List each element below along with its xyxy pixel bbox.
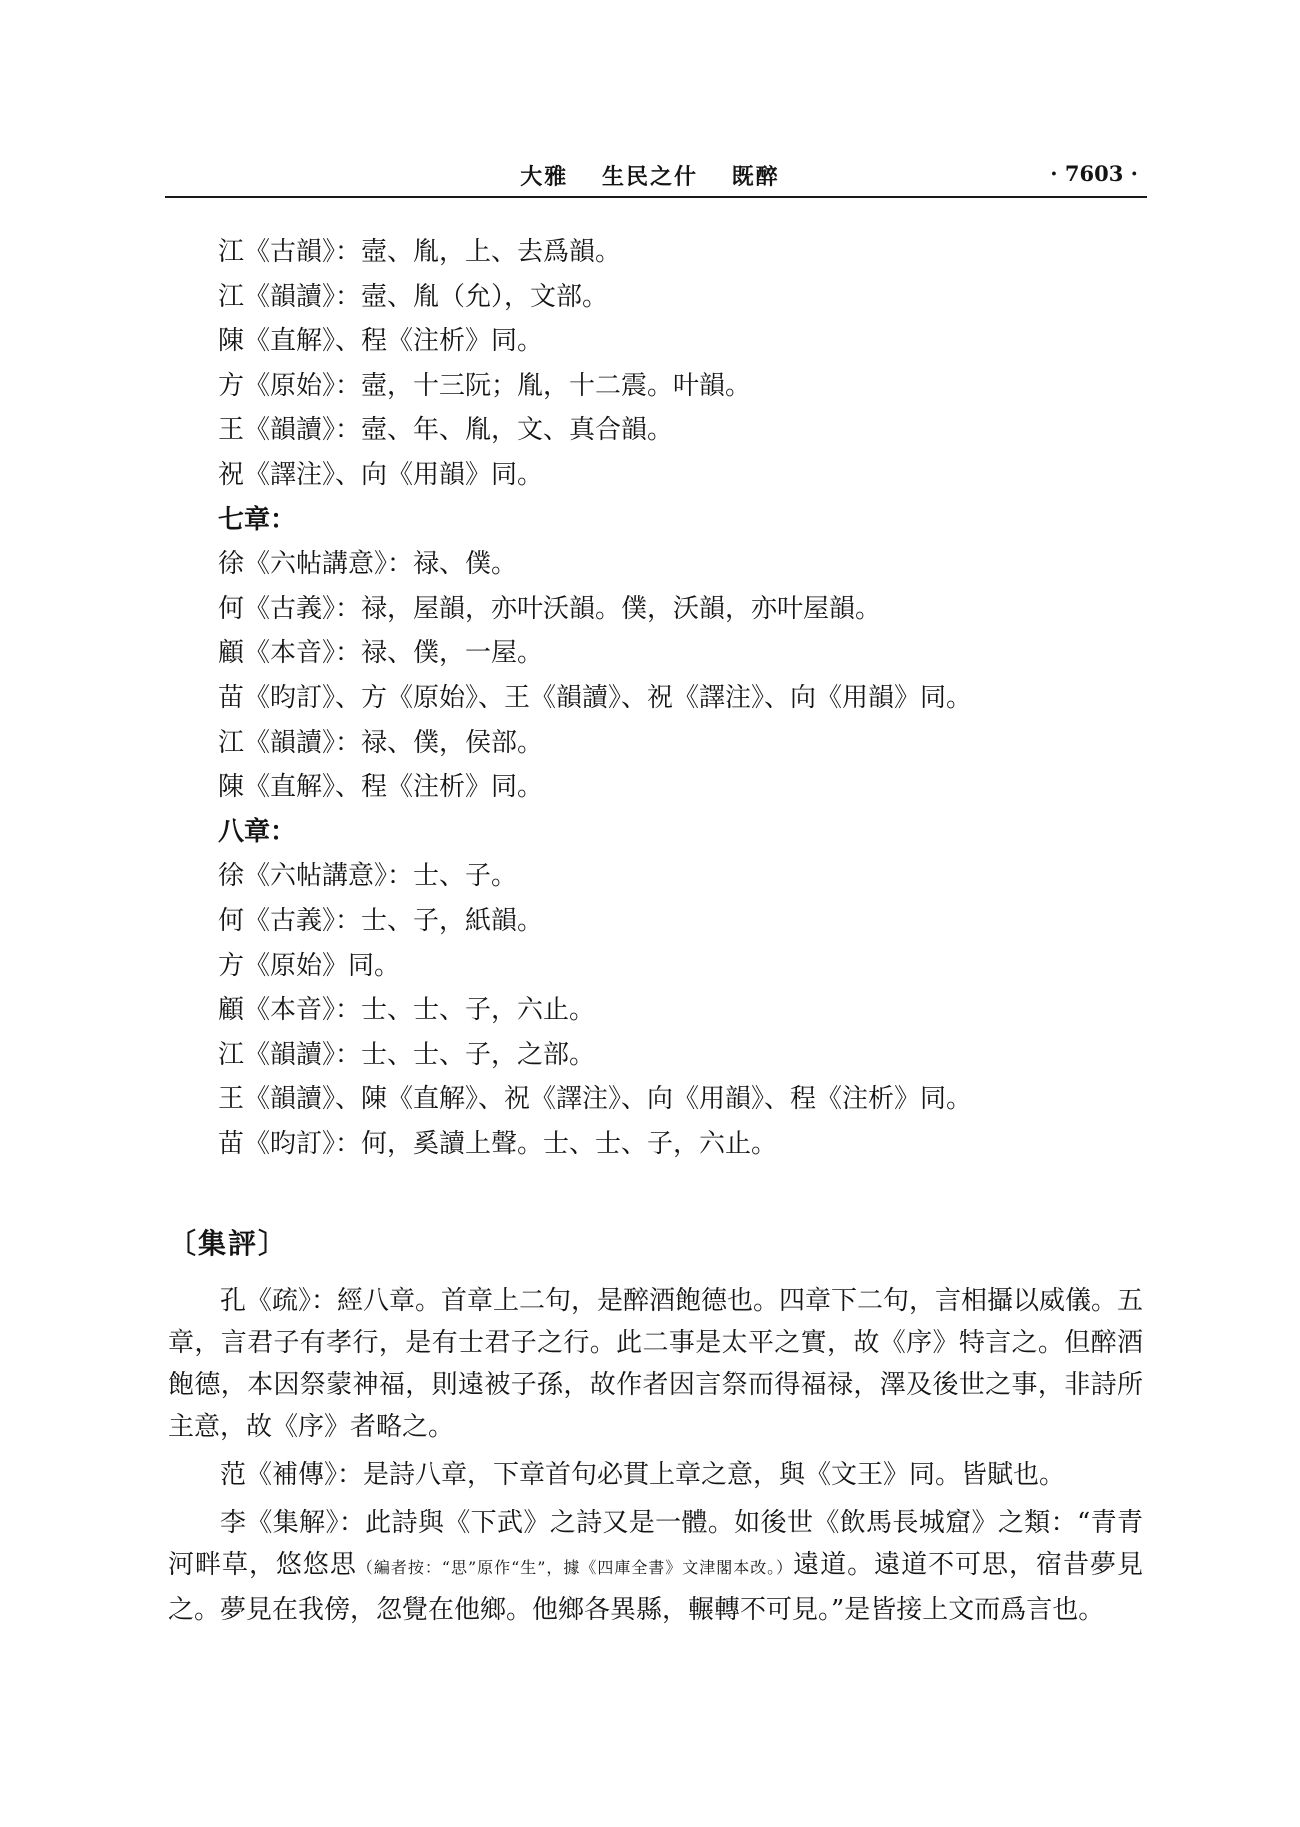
- rhyme-line: 方《原始》同。: [218, 950, 401, 981]
- header-part-book: 大雅: [520, 164, 569, 190]
- rhyme-line: 江《韻讀》：壼、胤（允），文部。: [218, 281, 609, 312]
- editor-note: （編者按：“思”原作“生”，據《四庫全書》文津閣本改。）: [356, 1558, 794, 1577]
- rhyme-line: 方《原始》：壼，十三阮；胤，十二震。叶韻。: [218, 370, 752, 401]
- rhyme-line: 顧《本音》：士、士、子，六止。: [218, 995, 596, 1026]
- commentary-text: 李《集解》：此詩與《下武》之詩又是一體。如後世《飲馬長城窟》之類：“青青河畔草，悠悠思: [168, 1508, 1143, 1580]
- rhyme-line: 祝《譯注》、向《用韻》同。: [218, 459, 544, 490]
- rhyme-line: 顧《本音》：禄、僕，一屋。: [218, 638, 544, 669]
- commentary-text: 遠道。遠道不可思，宿昔夢見之。夢見在我傍，忽覺在他鄉。他鄉各異縣，輾轉不可見。”是皆接上文而爲言也。: [168, 1550, 1143, 1625]
- header-part-section: 生民之什: [601, 164, 698, 190]
- section-heading: 〔集評〕: [168, 1227, 289, 1260]
- header-divider: [165, 196, 1147, 198]
- rhyme-line: 江《古韻》：壼、胤，上、去爲韻。: [218, 237, 622, 267]
- commentary-paragraph-kong: 孔《疏》：經八章。首章上二句，是醉酒飽德也。四章下二句，言相攝以威儀。五章，言君子有孝行，是有士君子之行。此二事是太平之實，故《序》特言之。但醉酒飽德，本因祭蒙神福，則遠被子孫，故作者因言祭而得福禄，澤及後世之事，非詩所主意，故《序》者略之。: [168, 1286, 1144, 1442]
- rhyme-line: 王《韻讀》、陳《直解》、祝《譯注》、向《用韻》、程《注析》同。: [218, 1084, 973, 1115]
- chapter-heading: 八章：: [218, 816, 297, 847]
- rhyme-line: 何《古義》：士、子，紙韻。: [218, 905, 544, 936]
- header-part-poem: 既醉: [731, 164, 780, 190]
- rhyme-analysis-list: [218, 230, 1118, 1166]
- rhyme-line: 苗《昀訂》：何，奚讀上聲。士、士、子，六止。: [218, 1128, 778, 1159]
- rhyme-line: 江《韻讀》：禄、僕，侯部。: [218, 727, 544, 758]
- rhyme-line: 江《韻讀》：士、士、子，之部。: [218, 1039, 596, 1070]
- commentary-paragraph-li: [168, 1502, 1143, 1631]
- rhyme-line: 何《古義》：禄，屋韻，亦叶沃韻。僕，沃韻，亦叶屋韻。: [218, 593, 882, 624]
- rhyme-line: 王《韻讀》：壼、年、胤，文、真合韻。: [218, 415, 674, 446]
- page-number: · 7603 ·: [1050, 161, 1138, 186]
- commentary-body: [168, 1280, 1143, 1637]
- rhyme-line: 陳《直解》、程《注析》同。: [218, 772, 544, 803]
- chapter-heading: 七章：: [218, 504, 297, 535]
- rhyme-line: 苗《昀訂》、方《原始》、王《韻讀》、祝《譯注》、向《用韻》同。: [218, 682, 973, 713]
- commentary-paragraph-fan: 范《補傳》：是詩八章，下章首句必貫上章之意，與《文王》同。皆賦也。: [220, 1460, 1066, 1490]
- rhyme-line: 徐《六帖講意》：禄、僕。: [218, 549, 518, 580]
- rhyme-line: 徐《六帖講意》：士、子。: [218, 861, 518, 892]
- rhyme-line: 陳《直解》、程《注析》同。: [218, 326, 544, 357]
